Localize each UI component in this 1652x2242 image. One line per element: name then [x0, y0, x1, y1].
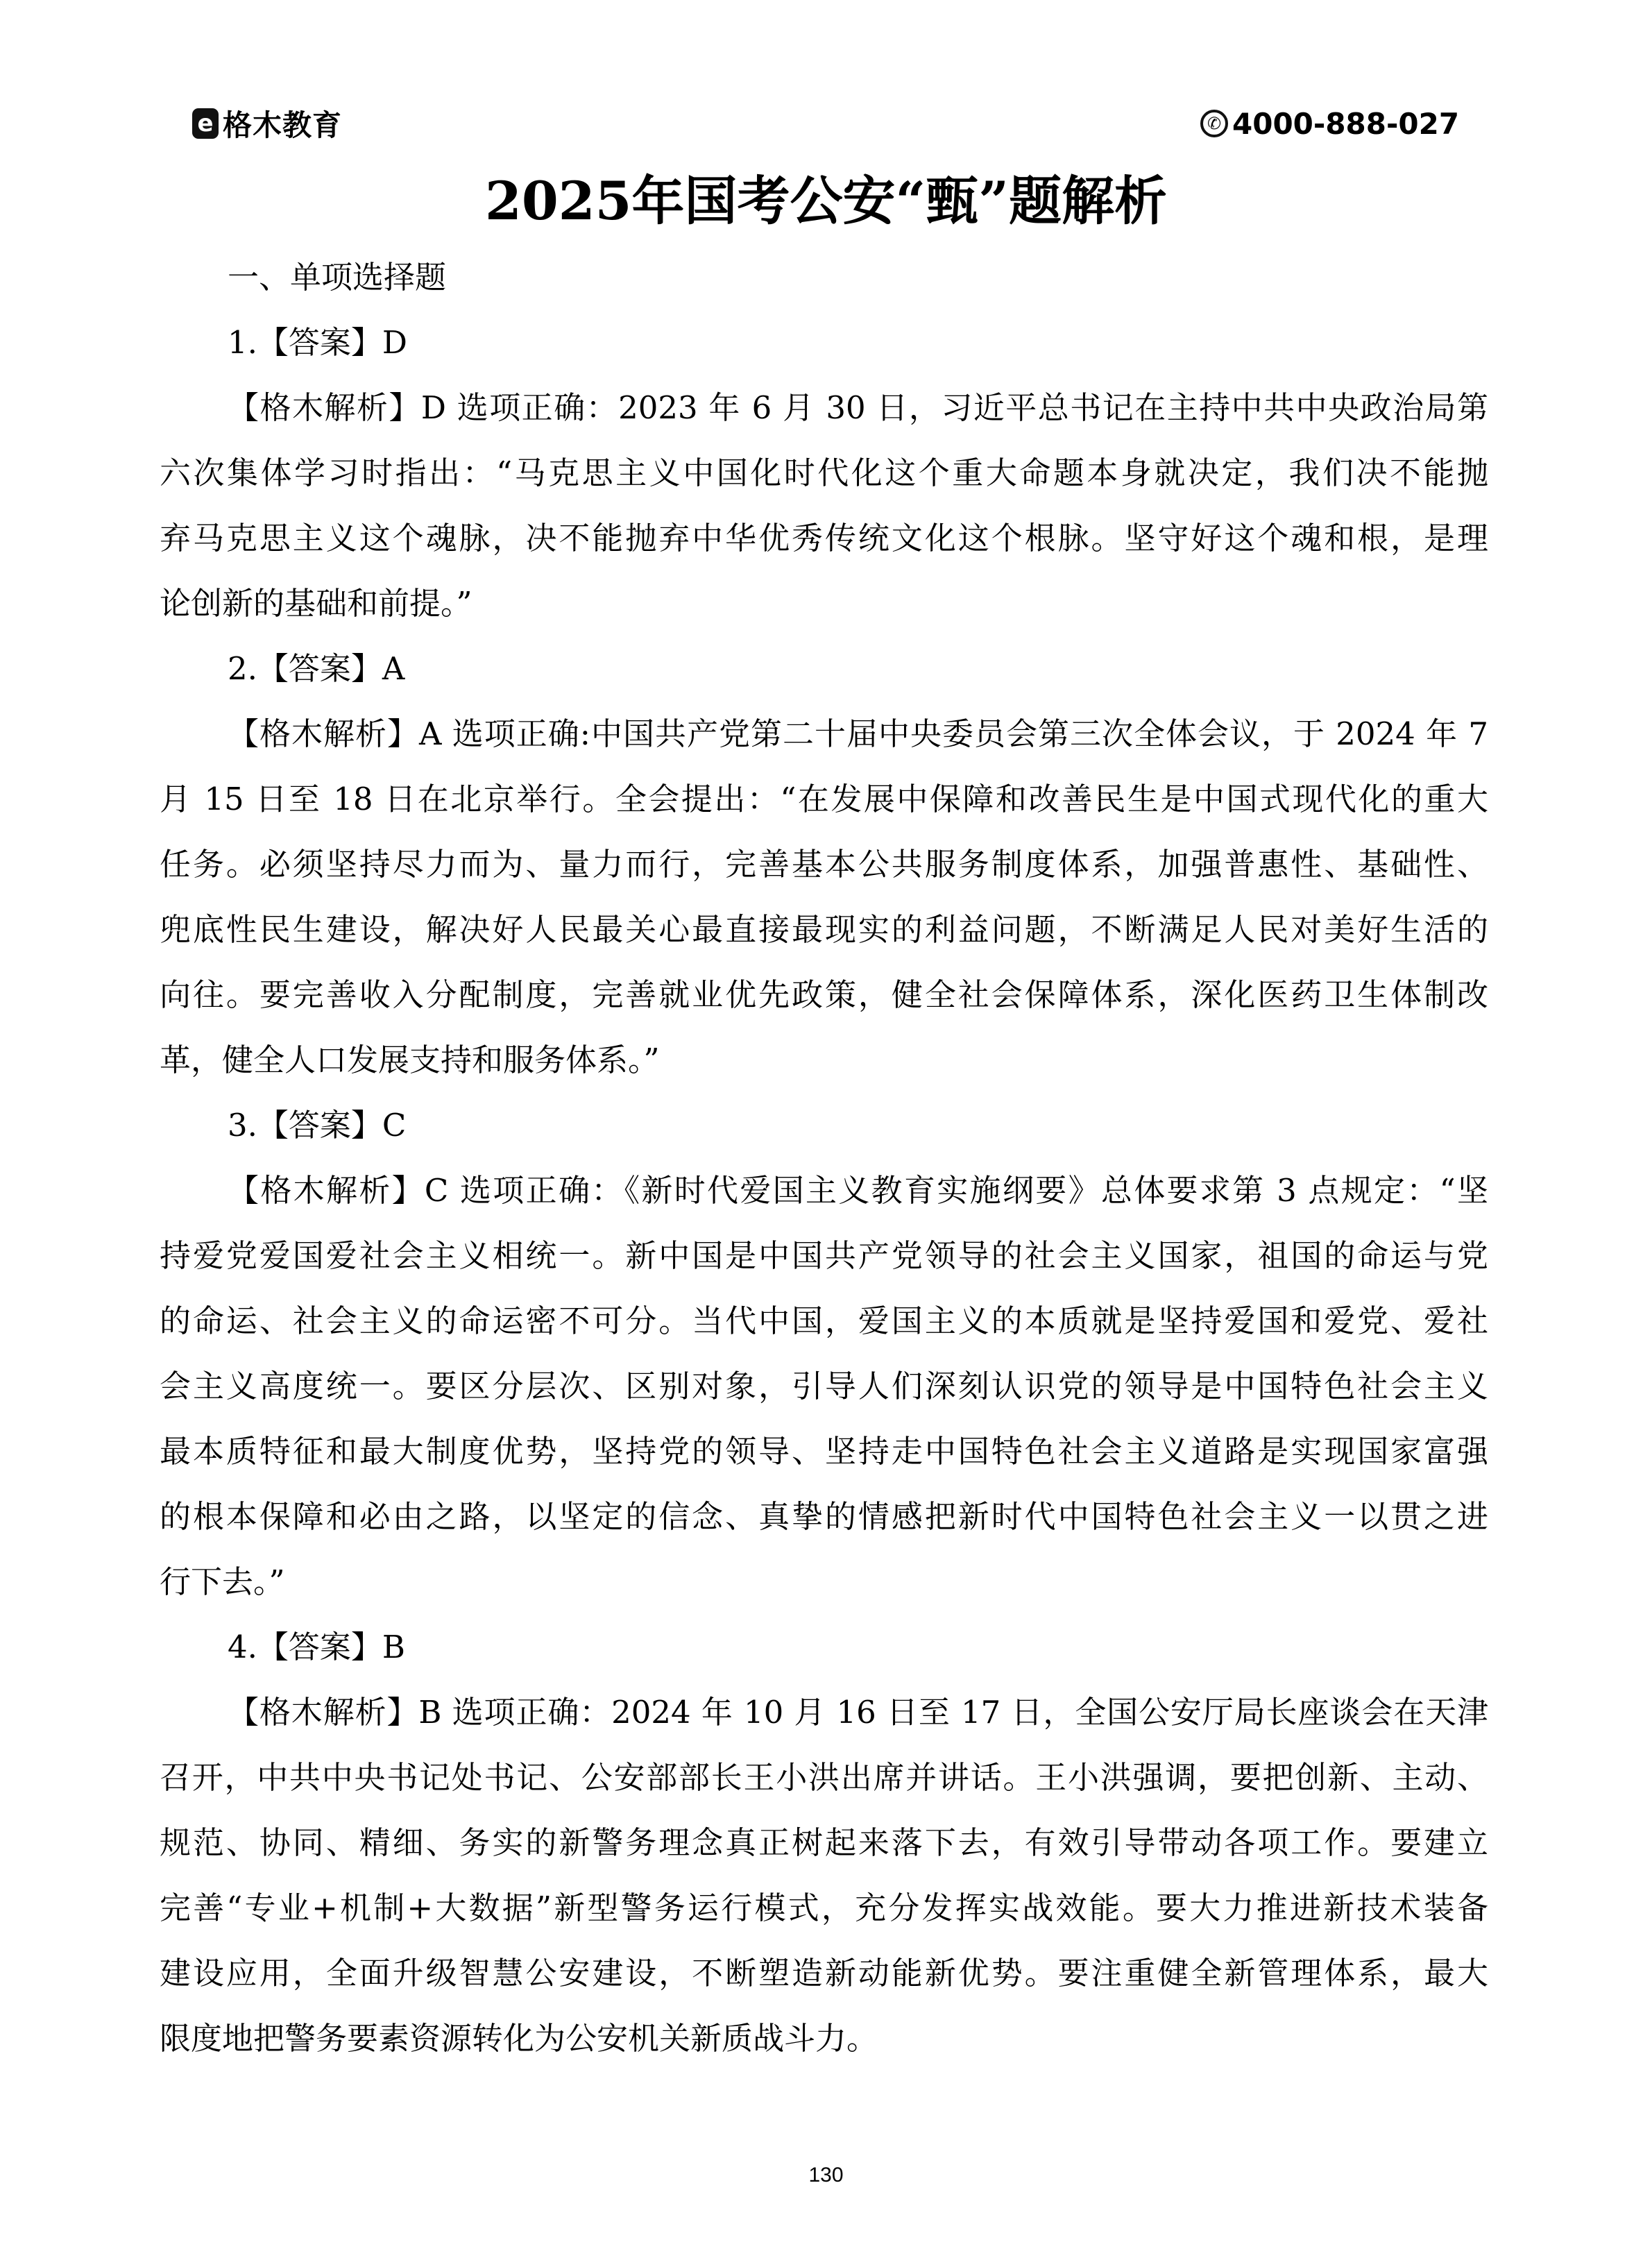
- analysis-line: 行下去。”: [160, 1563, 285, 1600]
- analysis-line: 论创新的基础和前提。”: [160, 585, 472, 622]
- analysis-line: 规范、协同、精细、务实的新警务理念真正树起来落下去，有效引导带动各项工作。要建立: [160, 1824, 1488, 1861]
- analysis-line: 月 15 日至 18 日在北京举行。全会提出：“在发展中保障和改善民生是中国式现代化的重大: [160, 781, 1488, 817]
- brand-logo: [192, 105, 342, 142]
- analysis-line: 革，健全人口发展支持和服务体系。”: [160, 1042, 660, 1078]
- brand-name: 格木教育: [223, 108, 343, 142]
- analysis-line: 最本质特征和最大制度优势，坚持党的领导、坚持走中国特色社会主义道路是实现国家富强: [160, 1433, 1488, 1470]
- analysis-line: 【格木解析】C 选项正确：《新时代爱国主义教育实施纲要》总体要求第 3 点规定：“坚: [228, 1172, 1488, 1209]
- analysis-line: 持爱党爱国爱社会主义相统一。新中国是中国共产党领导的社会主义国家，祖国的命运与党: [160, 1237, 1488, 1274]
- answer-1: 1.【答案】D: [228, 324, 408, 361]
- analysis-line: 的根本保障和必由之路，以坚定的信念、真挚的情感把新时代中国特色社会主义一以贯之进: [160, 1498, 1488, 1535]
- page-number: 130: [808, 2164, 844, 2186]
- analysis-line: 向往。要完善收入分配制度，完善就业优先政策，健全社会保障体系，深化医药卫生体制改: [160, 976, 1488, 1013]
- answer-3: 3.【答案】C: [228, 1107, 407, 1144]
- logo-icon: e: [192, 108, 219, 139]
- analysis-line: 会主义高度统一。要区分层次、区别对象，引导人们深刻认识党的领导是中国特色社会主义: [160, 1368, 1488, 1404]
- document-title: 2025年国考公安“甄”题解析: [485, 170, 1167, 232]
- analysis-line: 【格木解析】D 选项正确：2023 年 6 月 30 日，习近平总书记在主持中共中央政治局第: [228, 389, 1488, 426]
- phone-contact: [1200, 105, 1459, 142]
- analysis-line: 【格木解析】B 选项正确：2024 年 10 月 16 日至 17 日，全国公安厅局长座谈会在天津: [228, 1694, 1488, 1731]
- analysis-line: 召开，中共中央书记处书记、公安部部长王小洪出席并讲话。王小洪强调，要把创新、主动、: [160, 1759, 1488, 1796]
- analysis-line: 的命运、社会主义的命运密不可分。当代中国，爱国主义的本质就是坚持爱国和爱党、爱社: [160, 1302, 1488, 1339]
- analysis-line: 兜底性民生建设，解决好人民最关心最直接最现实的利益问题，不断满足人民对美好生活的: [160, 911, 1488, 948]
- phone-number: 4000-888-027: [1232, 106, 1460, 141]
- answer-4: 4.【答案】B: [228, 1629, 406, 1665]
- section-heading: 一、单项选择题: [228, 259, 447, 296]
- answer-2: 2.【答案】A: [228, 650, 405, 687]
- analysis-line: 【格木解析】A 选项正确:中国共产党第二十届中央委员会第三次全体会议，于 2024 年 7: [228, 715, 1488, 752]
- analysis-line: 六次集体学习时指出：“马克思主义中国化时代化这个重大命题本身就决定，我们决不能抛: [160, 455, 1488, 491]
- document-body: [160, 245, 1488, 2071]
- analysis-line: 任务。必须坚持尽力而为、量力而行，完善基本公共服务制度体系，加强普惠性、基础性、: [160, 846, 1488, 883]
- analysis-line: 限度地把警务要素资源转化为公安机关新质战斗力。: [160, 2020, 878, 2057]
- analysis-line: 弃马克思主义这个魂脉，决不能抛弃中华优秀传统文化这个根脉。坚守好这个魂和根，是理: [160, 520, 1488, 557]
- analysis-line: 完善“专业+机制+大数据”新型警务运行模式，充分发挥实战效能。要大力推进新技术装备: [160, 1889, 1488, 1926]
- analysis-line: 建设应用，全面升级智慧公安建设，不断塑造新动能新优势。要注重健全新管理体系，最大: [160, 1955, 1488, 1992]
- phone-icon: ✆: [1200, 110, 1228, 137]
